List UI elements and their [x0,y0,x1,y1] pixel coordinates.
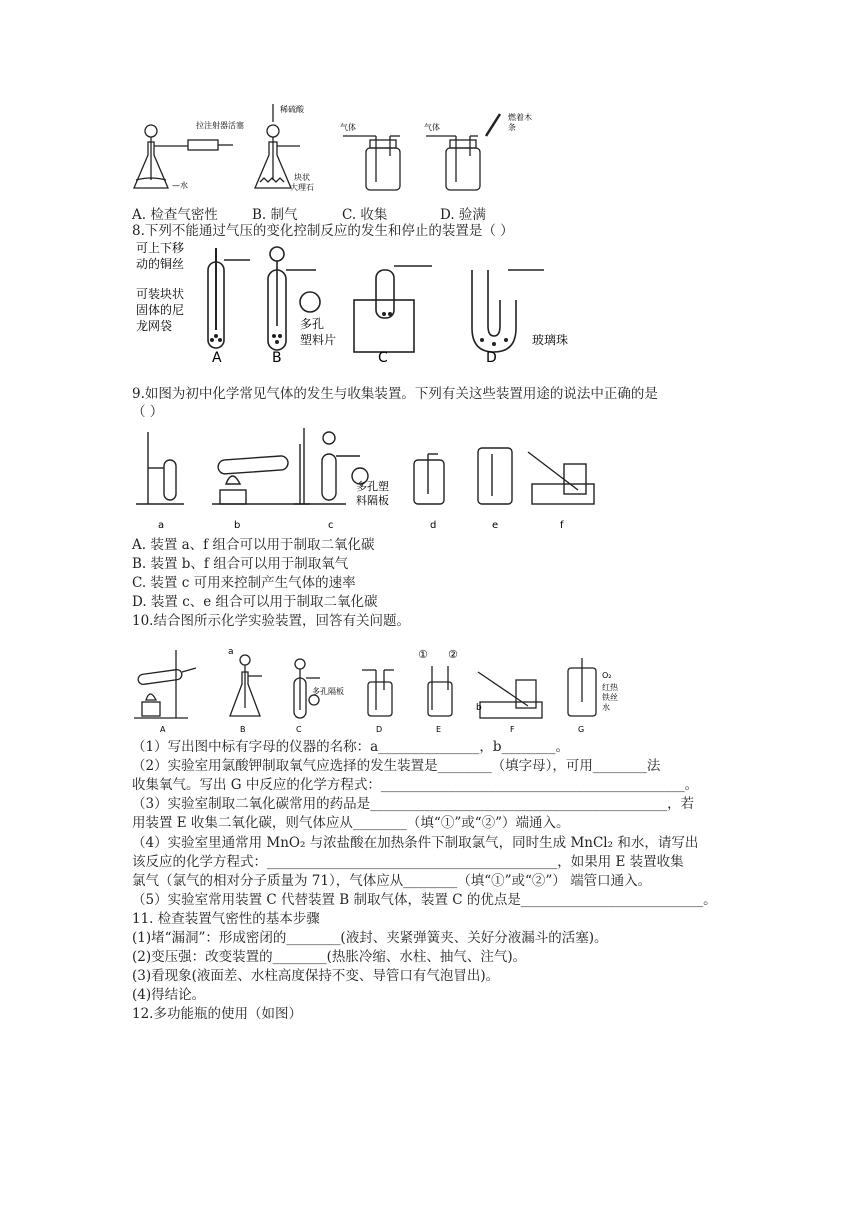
svg-text:燃着木: 燃着木 [508,113,532,122]
svg-text:A: A [212,350,222,366]
svg-text:e: e [492,520,499,531]
svg-text:红热: 红热 [602,683,618,692]
q9-option-d: D. 装置 c、e 组合可以用于制取二氧化碳 [132,594,378,610]
q11-step-3: (3)看现象(液面差、水柱高度保持不变、导管口有气泡冒出)。 [132,968,500,984]
q10-line-6: （4）实验室里通常用 MnO₂ 与浓盐酸在加热条件下制取氯气，同时生成 MnCl₂ 和水，请写出 [132,835,699,851]
svg-text:G: G [578,725,585,734]
svg-text:f: f [560,520,564,531]
q11-step-1: (1)堵“漏洞”：形成密闭的________(液封、夹紧弹簧夹、关好分液漏斗的活塞)。 [132,930,608,946]
figure-q8-apparatus [132,240,592,365]
svg-text:固体的尼: 固体的尼 [136,303,185,317]
svg-text:气体: 气体 [424,123,440,132]
q10-line-8: 氯气（氯气的相对分子质量为 71），气体应从________（填“①”或“②”） 端管口通入。 [132,873,652,889]
svg-text:玻璃珠: 玻璃珠 [532,333,569,347]
q7-label-c: C. 收集 [342,207,388,223]
q10-stem: 10.结合图所示化学实验装置，回答有关问题。 [132,613,410,629]
q7-label-d: D. 验满 [440,207,486,223]
svg-text:水: 水 [602,703,610,712]
svg-text:①: ① [418,648,428,661]
q10-line-7: 该反应的化学方程式：___________________________________________，如果用 E 装置收集 [132,854,684,870]
svg-text:多孔隔板: 多孔隔板 [312,687,344,696]
svg-text:b: b [234,520,241,531]
q10-line-1: （1）写出图中标有字母的仪器的名称：a_______________，b________。 [132,739,570,755]
q9-option-c: C. 装置 c 可用来控制产生气体的速率 [132,575,356,591]
q9-option-a: A. 装置 a、f 组合可以用于制取二氧化碳 [132,537,375,553]
svg-text:b: b [476,703,482,713]
svg-text:O₂: O₂ [602,671,612,680]
svg-text:稀硫酸: 稀硫酸 [280,105,304,114]
svg-text:料隔板: 料隔板 [356,494,389,507]
q10-line-4: （3）实验室制取二氧化碳常用的药品是____________________________________________，若 [132,796,695,812]
q11-step-2: (2)变压强：改变装置的________(热胀冷缩、水柱、抽气、注气)。 [132,949,527,965]
svg-text:多孔: 多孔 [300,317,325,331]
q11-step-4: (4)得结论。 [132,987,206,1003]
svg-text:可装块状: 可装块状 [136,287,185,301]
q10-line-5: 用装置 E 收集二氧化碳，则气体应从________（填“①”或“②”）端通入。 [132,815,570,831]
svg-text:A: A [160,725,166,734]
svg-text:可上下移: 可上下移 [136,241,185,255]
q9-option-b: B. 装置 b、f 组合可以用于制取氧气 [132,556,349,572]
q7-label-b: B. 制气 [252,207,298,223]
svg-text:B: B [272,350,282,366]
q10-line-2: （2）实验室用氯酸钾制取氧气应选择的发生装置是________（填字母），可用________法 [132,758,661,774]
svg-text:c: c [328,520,334,531]
svg-text:铁丝: 铁丝 [602,693,618,702]
svg-text:a: a [158,520,165,531]
svg-text:气体: 气体 [340,123,356,132]
q10-line-3: 收集氧气。写出 G 中反应的化学方程式：_____________________________________________。 [132,777,699,793]
q7-label-a: A. 检查气密性 [132,207,218,223]
figure-q9-apparatus [132,424,612,534]
svg-text:a: a [228,647,234,657]
svg-text:d: d [430,520,437,531]
svg-text:E: E [436,725,442,734]
svg-text:—水: —水 [172,181,188,190]
svg-text:多孔塑: 多孔塑 [356,480,389,493]
svg-text:②: ② [448,648,458,661]
svg-text:塑料片: 塑料片 [300,333,337,347]
svg-text:龙网袋: 龙网袋 [136,319,173,333]
svg-text:C: C [296,725,302,734]
q9-stem-line-1: 9.如图为初中化学常见气体的发生与收集装置。下列有关这些装置用途的说法中正确的是 [132,386,658,402]
svg-text:F: F [510,725,515,734]
svg-text:动的铜丝: 动的铜丝 [136,257,185,271]
q8-stem: 8.下列不能通过气压的变化控制反应的发生和停止的装置是（ ） [132,223,514,239]
svg-text:块状: 块状 [294,173,310,182]
svg-text:B: B [240,725,246,734]
svg-text:C: C [378,350,388,366]
q10-line-9: （5）实验室常用装置 C 代替装置 B 制取气体，装置 C 的优点是___________________________。 [132,892,717,908]
figure-q10-apparatus [132,644,632,736]
svg-text:大理石: 大理石 [290,183,314,192]
q12-title: 12.多功能瓶的使用（如图） [132,1006,302,1022]
q9-stem-line-2: （ ） [132,404,164,420]
q11-title: 11. 检查装置气密性的基本步骤 [132,911,320,927]
svg-text:D: D [486,350,497,366]
svg-text:D: D [376,725,383,734]
svg-text:条: 条 [508,123,516,132]
svg-text:拉注射器活塞: 拉注射器活塞 [196,121,244,130]
